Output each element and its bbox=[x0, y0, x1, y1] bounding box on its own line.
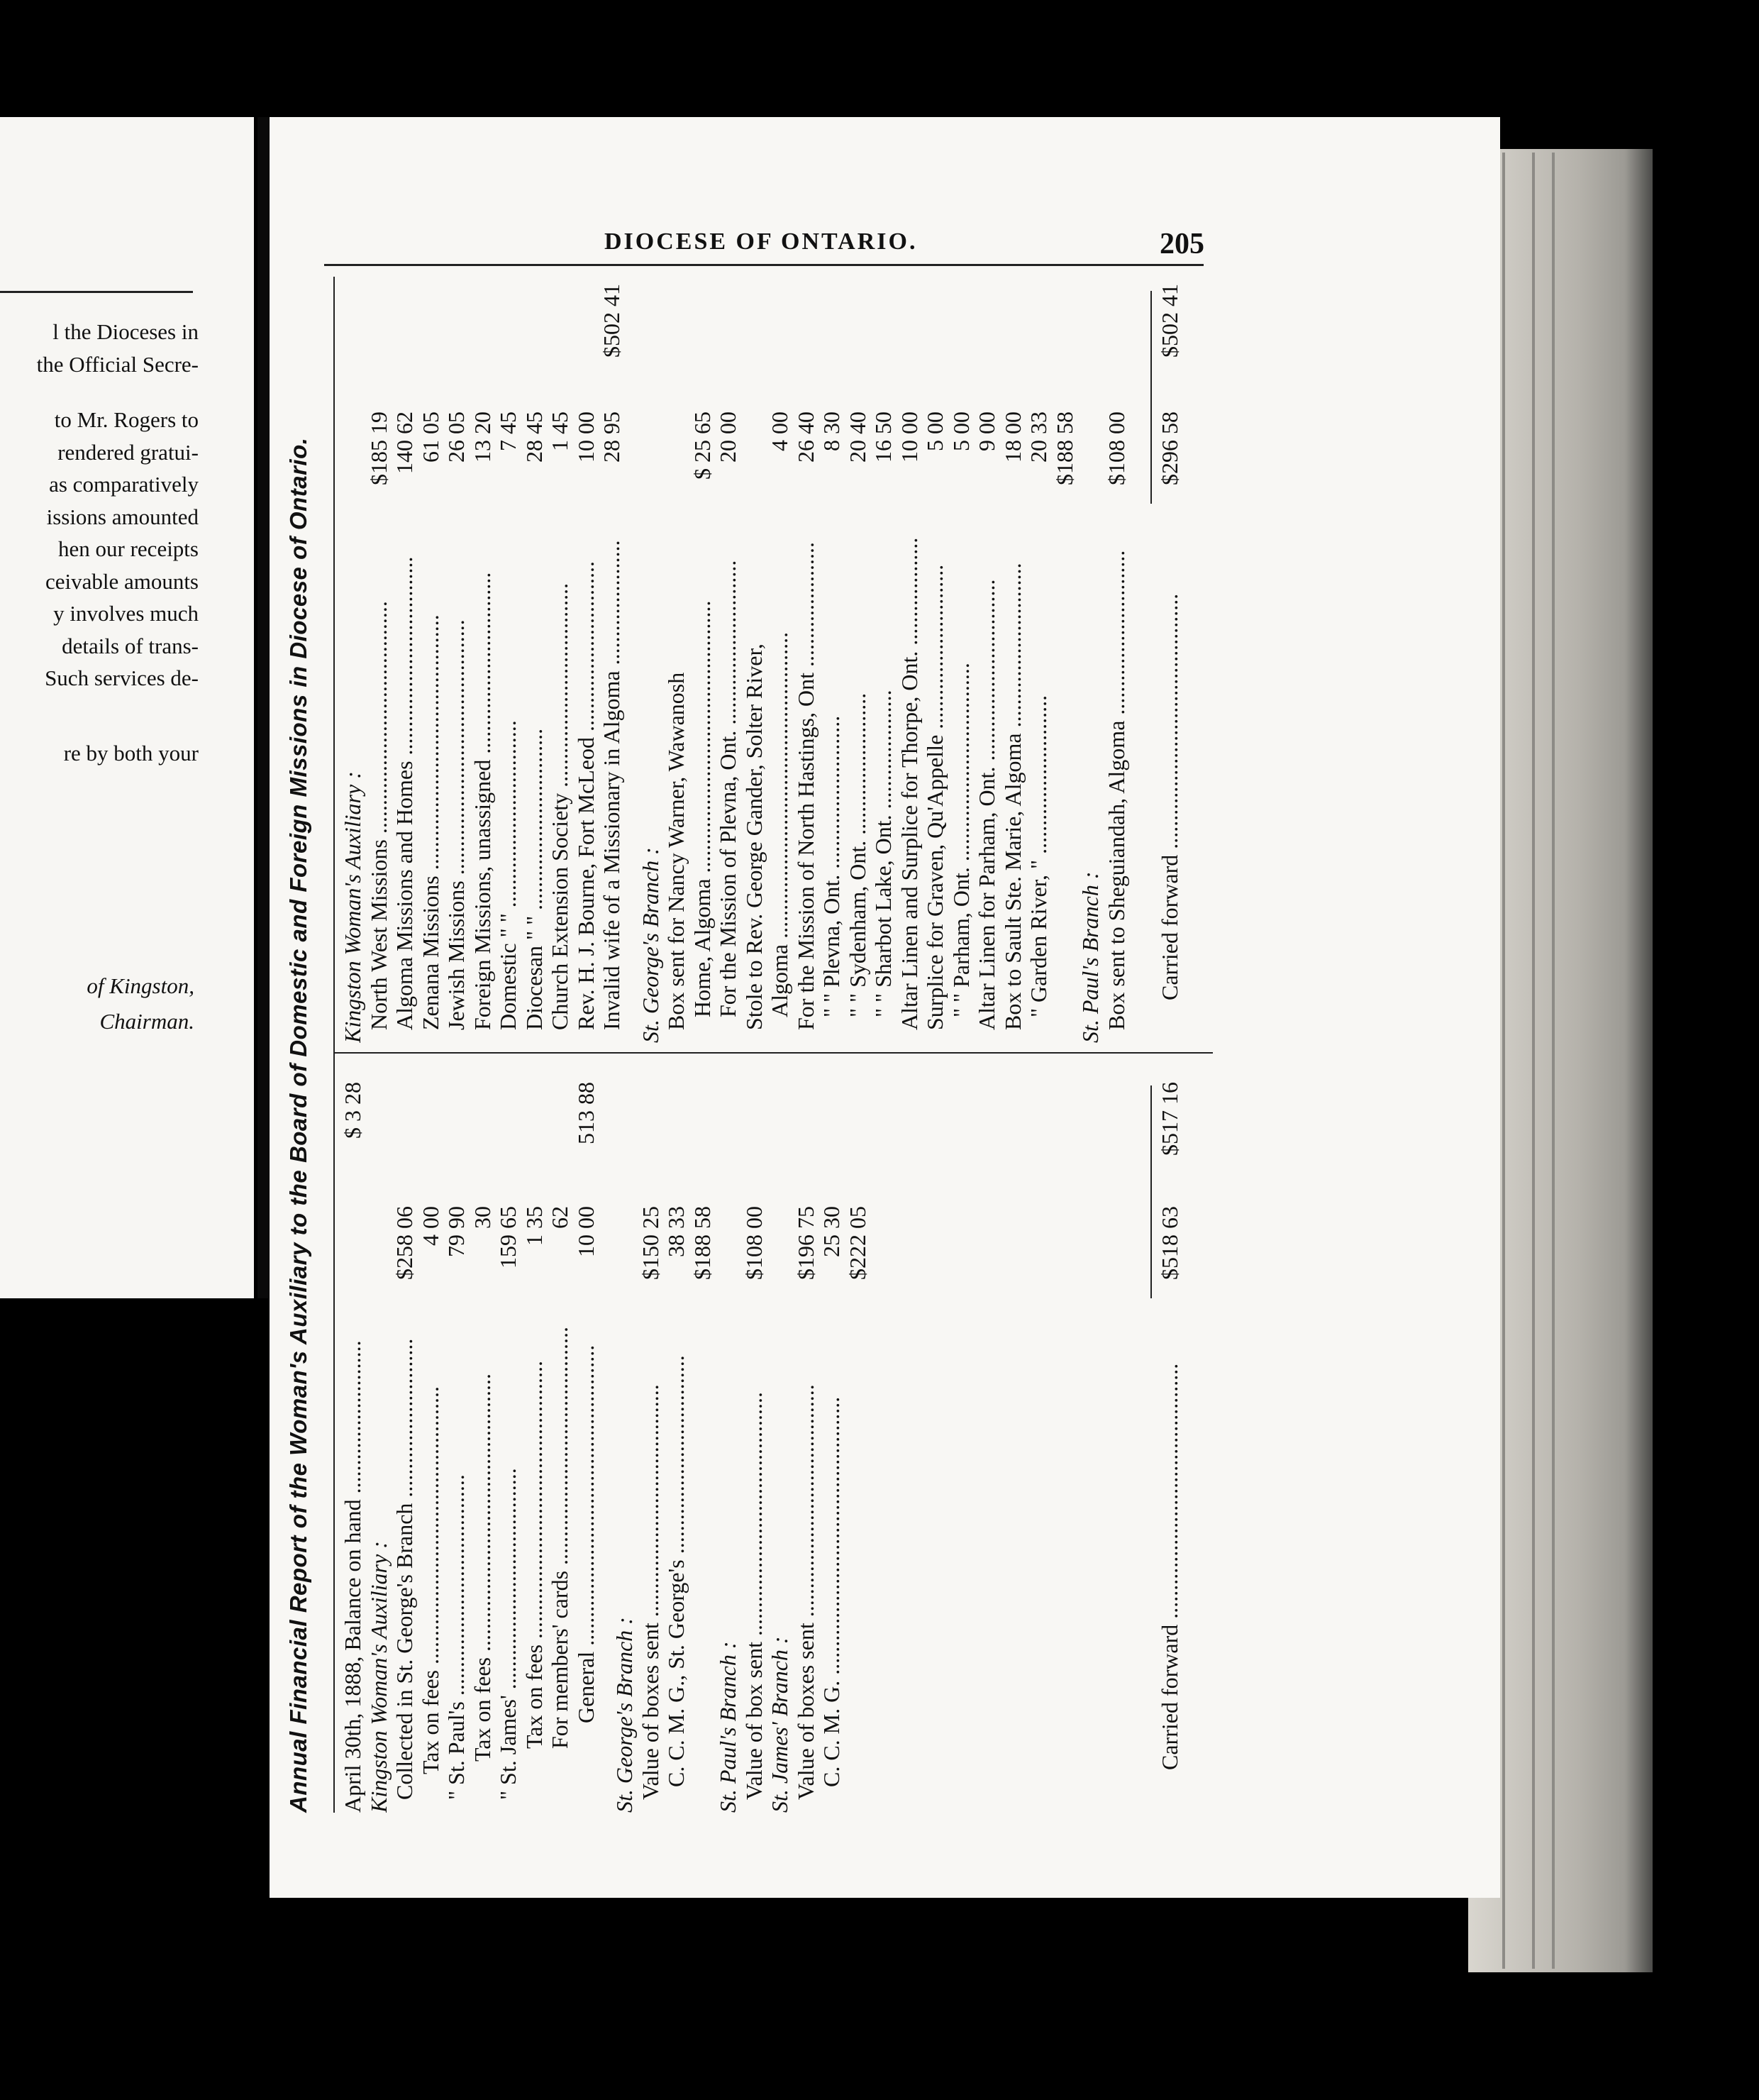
ledger-label: Tax on fees ................................................. bbox=[417, 1386, 443, 1774]
amount-sub: $108 00 bbox=[1103, 411, 1129, 485]
ledger-label: Zenana Missions ............................................. bbox=[417, 614, 443, 1030]
ledger-label: Box sent to Sheguiandah, Algoma ............................. bbox=[1103, 550, 1129, 1030]
ledger-row bbox=[469, 277, 496, 1043]
ledger-row bbox=[792, 1075, 819, 1813]
ledger-row bbox=[1051, 277, 1078, 1043]
ledger-label: Altar Linen and Surplice for Thorpe, Ont. ................... bbox=[896, 537, 922, 1030]
amount-sub: 159 65 bbox=[495, 1206, 521, 1269]
amount-sub: 26 05 bbox=[443, 411, 469, 463]
ledger-row bbox=[766, 277, 793, 1043]
ledger-row bbox=[572, 277, 599, 1043]
ledger-row bbox=[572, 1075, 599, 1813]
ledger-row bbox=[740, 277, 767, 1043]
amount-sub: $222 05 bbox=[844, 1206, 870, 1280]
ledger-row bbox=[870, 277, 897, 1043]
amount-sub: 5 00 bbox=[948, 411, 974, 451]
left-page-line: to Mr. Rogers to bbox=[54, 407, 199, 432]
left-page-rule bbox=[0, 291, 193, 293]
ledger-label: Altar Linen for Parham, Ont. ................................ bbox=[974, 579, 999, 1030]
amount-sub: 13 20 bbox=[469, 411, 495, 463]
ledger-label: Kingston Woman's Auxiliary : bbox=[340, 771, 365, 1043]
carried-forward-sub: $518 63 bbox=[1157, 1206, 1182, 1280]
amount-sub: 25 30 bbox=[819, 1206, 844, 1257]
book-spine bbox=[257, 117, 269, 1298]
ledger-row bbox=[740, 1075, 767, 1813]
ledger-row bbox=[999, 277, 1026, 1043]
left-page-line: as comparatively bbox=[49, 472, 199, 497]
left-page-line: re by both your bbox=[63, 740, 199, 766]
amount-sub: 28 95 bbox=[599, 411, 624, 463]
ledger-row bbox=[494, 277, 521, 1043]
total-rule bbox=[1150, 291, 1152, 504]
ledger-label: Box to Sault Ste. Marie, Algoma ............................. bbox=[999, 563, 1026, 1030]
ledger-label: St. James' Branch : bbox=[767, 1636, 792, 1813]
ledger-label: " St. Paul's ....................................... bbox=[443, 1474, 469, 1800]
ledger-row bbox=[689, 1075, 716, 1813]
amount-sub: 20 40 bbox=[844, 411, 870, 463]
signature-role: Chairman. bbox=[99, 1009, 194, 1034]
ledger-label: Algoma Missions and Homes ................................... bbox=[392, 556, 417, 1030]
ledger-label: C. C. M. G., St. George's ................................... bbox=[663, 1355, 689, 1787]
report-title: Annual Financial Report of the Woman's Auxiliary to the Board of Domestic and Foreign Missions in Diocese of Ontario. bbox=[285, 437, 311, 1813]
ledger-label: Kingston Woman's Auxiliary : bbox=[365, 1541, 392, 1813]
ledger-row bbox=[662, 1075, 689, 1813]
amount-sub: 140 62 bbox=[392, 411, 417, 474]
amount-sub: 1 35 bbox=[521, 1206, 547, 1246]
amount-sub: 10 00 bbox=[572, 1206, 599, 1257]
amount-total: $502 41 bbox=[599, 284, 624, 358]
carried-forward-row bbox=[1156, 277, 1183, 1043]
ledger-row bbox=[766, 1075, 793, 1813]
total-rule bbox=[1150, 1085, 1152, 1298]
ledger-row bbox=[973, 277, 1000, 1043]
ledger-label: " " Parham, Ont. ................................... bbox=[948, 663, 974, 1017]
ledger-row bbox=[391, 1075, 418, 1813]
ledger-row bbox=[921, 277, 948, 1043]
ledger-row bbox=[521, 1075, 548, 1813]
amount-sub: 10 00 bbox=[572, 411, 599, 463]
ledger-label: " St. James' ....................................... bbox=[495, 1468, 521, 1800]
amount-sub: 62 bbox=[547, 1206, 572, 1229]
ledger-label: Church Extension Society .................................... bbox=[547, 582, 572, 1030]
ledger-row bbox=[443, 277, 470, 1043]
title-rule bbox=[333, 277, 335, 1813]
ledger-label: " " Sydenham, Ont. ......................... bbox=[844, 692, 870, 1017]
ledger-row bbox=[391, 277, 418, 1043]
amount-sub: $150 25 bbox=[637, 1206, 663, 1280]
ledger-row bbox=[546, 277, 573, 1043]
ledger-label: Tax on fees ................................................. bbox=[521, 1360, 547, 1749]
amount-sub: 79 90 bbox=[443, 1206, 469, 1257]
left-page-line: rendered gratui- bbox=[57, 439, 199, 465]
carried-forward-total: $517 16 bbox=[1157, 1082, 1182, 1156]
ledger-label: " " Sharbot Lake, Ont. ..................... bbox=[870, 690, 896, 1017]
amount-sub: 1 45 bbox=[547, 411, 572, 451]
ledger-row bbox=[844, 1075, 871, 1813]
amount-sub: $196 75 bbox=[792, 1206, 819, 1280]
ledger-row bbox=[792, 277, 819, 1043]
ledger-label: St. Paul's Branch : bbox=[1077, 871, 1103, 1043]
ledger-row bbox=[417, 1075, 444, 1813]
ledger-row bbox=[662, 277, 689, 1043]
left-page-signature bbox=[87, 968, 194, 1039]
ledger-label: Stole to Rev. George Gander, Solter River, bbox=[740, 643, 767, 1030]
left-page-line bbox=[37, 380, 199, 404]
left-page-line bbox=[37, 695, 199, 737]
ledger-label: Algoma ...................................................... bbox=[767, 631, 792, 1017]
ledger-label: Surplice for Graven, Qu'Appelle ............................. bbox=[922, 564, 948, 1030]
header-rule bbox=[324, 264, 1204, 266]
ledger-row bbox=[443, 1075, 470, 1813]
carried-forward-sub: $296 58 bbox=[1157, 411, 1182, 485]
ledger-label: " Garden River, " ............................ bbox=[1026, 695, 1051, 1017]
ledger-label: North West Missions ......................................... bbox=[365, 601, 392, 1030]
ledger-row bbox=[339, 1075, 366, 1813]
carried-forward-row bbox=[1156, 1075, 1183, 1813]
ledger-row bbox=[896, 277, 923, 1043]
ledger-row bbox=[818, 277, 845, 1043]
financial-report-table bbox=[270, 277, 1213, 1813]
ledger-label: General ..................................................... bbox=[572, 1344, 599, 1723]
ledger-label: St. George's Branch : bbox=[611, 1617, 637, 1813]
ledger-row bbox=[546, 1075, 573, 1813]
ledger-row bbox=[469, 1075, 496, 1813]
ledger-label: For the Mission of Plevna, Ont. ............................. bbox=[715, 560, 740, 1017]
ledger-label: St. George's Branch : bbox=[637, 847, 663, 1043]
page-edge-line bbox=[1552, 153, 1555, 1969]
ledger-label: Diocesan " " ................................ bbox=[521, 728, 547, 1030]
ledger-label: Value of boxes sent ......................................... bbox=[792, 1384, 819, 1800]
ledger-row bbox=[818, 1075, 845, 1813]
ledger-label: Domestic " " ................................. bbox=[495, 720, 521, 1030]
ledger-row bbox=[365, 1075, 392, 1813]
left-page-line: ceivable amounts bbox=[45, 568, 199, 594]
amount-sub: 38 33 bbox=[663, 1206, 689, 1257]
ledger-label: C. C. M. G. ................................................. bbox=[819, 1396, 844, 1787]
amount-sub: $258 06 bbox=[392, 1206, 417, 1280]
left-page-line: l the Dioceses in bbox=[52, 319, 199, 344]
ledger-row bbox=[365, 277, 392, 1043]
left-page-line: the Official Secre- bbox=[36, 351, 199, 377]
amount-sub: 61 05 bbox=[417, 411, 443, 463]
amount-sub: 4 00 bbox=[767, 411, 792, 451]
ledger-label: Tax on fees ................................................. bbox=[469, 1373, 495, 1762]
ledger-row bbox=[844, 277, 871, 1043]
amount-sub: $ 25 65 bbox=[689, 411, 715, 480]
ledger-label: St. Paul's Branch : bbox=[715, 1641, 740, 1813]
page-edge-line bbox=[1502, 153, 1505, 1969]
ledger-label: Rev. H. J. Bourne, Fort McLeod .............................. bbox=[572, 561, 599, 1030]
ledger-label: Jewish Missions ............................................. bbox=[443, 619, 469, 1030]
ledger-label: For the Mission of North Hastings, Ont ...................... bbox=[792, 542, 819, 1030]
ledger-row bbox=[637, 1075, 664, 1813]
column-divider bbox=[333, 1052, 1213, 1054]
ledger-row bbox=[1077, 277, 1104, 1043]
running-header: DIOCESE OF ONTARIO. bbox=[604, 228, 918, 255]
left-page bbox=[0, 117, 254, 1298]
page-number: 205 bbox=[1160, 228, 1204, 260]
ledger-row bbox=[714, 1075, 741, 1813]
ledger-row bbox=[948, 277, 975, 1043]
left-page-text bbox=[37, 316, 199, 769]
amount-sub: $108 00 bbox=[740, 1206, 767, 1280]
ledger-row bbox=[714, 277, 741, 1043]
amount-sub: 16 50 bbox=[870, 411, 896, 463]
amount-sub: 30 bbox=[469, 1206, 495, 1229]
amount-sub: 20 00 bbox=[715, 411, 740, 463]
amount-sub: 8 30 bbox=[819, 411, 844, 451]
amount-sub: 5 00 bbox=[922, 411, 948, 451]
left-page-line: Such services de- bbox=[45, 665, 199, 690]
amount-sub: 20 33 bbox=[1026, 411, 1051, 463]
amount-sub: 4 00 bbox=[417, 1206, 443, 1246]
ledger-label: For members' cards .......................................... bbox=[547, 1326, 572, 1749]
amount-sub: 10 00 bbox=[896, 411, 922, 463]
amount-sub: 18 00 bbox=[999, 411, 1026, 463]
ledger-row bbox=[611, 1075, 638, 1813]
amount-sub: $188 58 bbox=[689, 1206, 715, 1280]
ledger-label: Home, Algoma ................................................ bbox=[689, 600, 715, 1017]
amount-total: $ 3 28 bbox=[340, 1082, 365, 1139]
carried-forward-label: Carried forward ............................................. bbox=[1157, 1363, 1182, 1770]
amount-sub: 26 40 bbox=[792, 411, 819, 463]
ledger-label: April 30th, 1888, Balance on hand ........................... bbox=[340, 1340, 365, 1813]
ledger-row bbox=[1025, 277, 1052, 1043]
amount-sub: 7 45 bbox=[495, 411, 521, 451]
amount-sub: $185 19 bbox=[365, 411, 392, 485]
ledger-label: " " Plevna, Ont. ........................... bbox=[819, 715, 844, 1017]
page-edge-line bbox=[1532, 153, 1535, 1969]
ledger-row bbox=[637, 277, 664, 1043]
ledger-label: Collected in St. George's Branch ............................ bbox=[392, 1338, 417, 1800]
left-page-line: y involves much bbox=[53, 601, 199, 626]
ledger-label: Box sent for Nancy Warner, Wawanosh bbox=[663, 672, 689, 1030]
left-page-line: issions amounted bbox=[46, 504, 199, 529]
left-page-line: hen our receipts bbox=[58, 536, 199, 561]
amount-total: 513 88 bbox=[572, 1082, 599, 1144]
signature-place: of Kingston, bbox=[87, 973, 194, 998]
amount-sub: 9 00 bbox=[974, 411, 999, 451]
ledger-label: Value of boxes sent ......................................... bbox=[637, 1384, 663, 1800]
ledger-row bbox=[689, 277, 716, 1043]
ledger-row bbox=[494, 1075, 521, 1813]
amount-sub: 28 45 bbox=[521, 411, 547, 463]
ledger-row bbox=[417, 277, 444, 1043]
carried-forward-total: $502 41 bbox=[1157, 284, 1182, 358]
ledger-label: Value of box sent ........................................... bbox=[740, 1391, 767, 1800]
ledger-label: Invalid wife of a Missionary in Algoma ...................... bbox=[599, 540, 624, 1030]
carried-forward-label: Carried forward ............................................. bbox=[1157, 593, 1182, 1000]
ledger-label: Foreign Missions, unassigned ................................ bbox=[469, 572, 495, 1030]
ledger-row bbox=[521, 277, 548, 1043]
amount-sub: $188 58 bbox=[1051, 411, 1077, 485]
left-page-line: details of trans- bbox=[62, 633, 199, 658]
ledger-row bbox=[598, 277, 625, 1043]
ledger-row bbox=[1103, 277, 1130, 1043]
ledger-row bbox=[339, 277, 366, 1043]
